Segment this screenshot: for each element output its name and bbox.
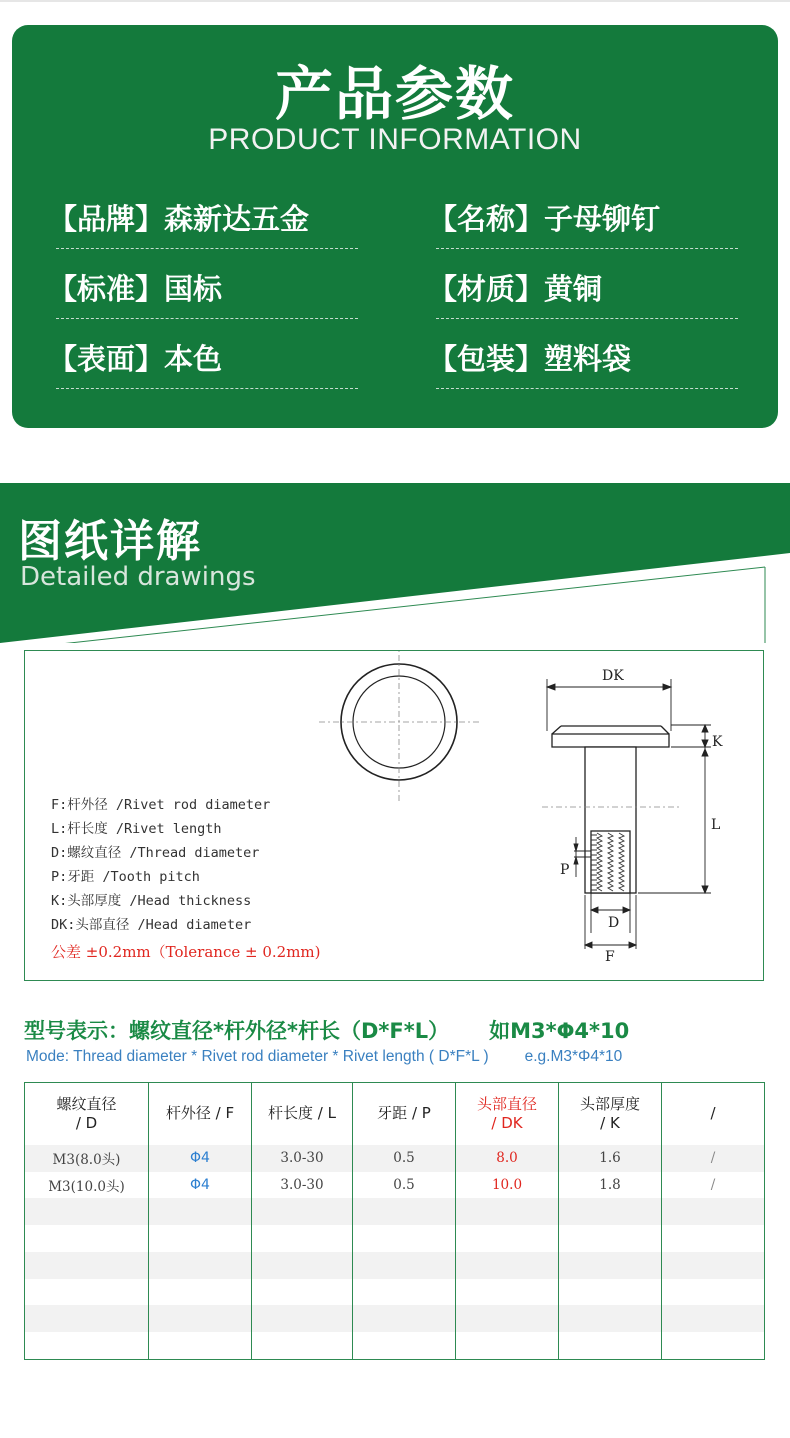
- product-info-card: [12, 25, 778, 428]
- table-cell: 10.0: [456, 1172, 559, 1199]
- table-row: [25, 1172, 765, 1199]
- table-cell: 3.0-30: [252, 1172, 353, 1199]
- product-info-subtitle: PRODUCT INFORMATION: [208, 123, 582, 156]
- dashed-divider: [56, 248, 358, 249]
- column-header-pitch: 牙距 / P: [353, 1083, 456, 1145]
- table-row-empty: [25, 1305, 765, 1332]
- table-cell: 1.6: [559, 1145, 662, 1172]
- table-row-empty: [25, 1279, 765, 1306]
- info-item-label: 【品牌】森新达五金: [48, 202, 310, 236]
- info-item-label: 【包装】塑料袋: [428, 342, 632, 376]
- drawings-subtitle: Detailed drawings: [20, 562, 256, 592]
- dim-label-k: K: [712, 734, 723, 750]
- model-notation-subtitle: [26, 1048, 622, 1066]
- legend-item-k: K:头部厚度 /Head thickness: [51, 893, 252, 909]
- drawings-title: 图纸详解: [18, 516, 202, 567]
- legend-item-p: P:牙距 /Tooth pitch: [51, 869, 200, 885]
- table-row-empty: [25, 1332, 765, 1359]
- info-item-packaging: [428, 337, 738, 377]
- table-cell: Φ4: [149, 1145, 252, 1172]
- model-format-en: Mode: Thread diameter * Rivet rod diameter * Rivet length ( D*F*L ): [26, 1048, 489, 1065]
- dashed-divider: [436, 318, 738, 319]
- dim-label-f: F: [605, 949, 615, 965]
- top-divider: [0, 0, 790, 2]
- dashed-divider: [436, 248, 738, 249]
- info-item-label: 【表面】本色: [48, 342, 223, 376]
- table-row: [25, 1145, 765, 1172]
- column-header-rod-diameter: 杆外径 / F: [149, 1083, 252, 1145]
- legend-item-f: F:杆外径 /Rivet rod diameter: [51, 797, 271, 813]
- model-format: 型号表示：螺纹直径*杆外径*杆长（D*F*L）: [24, 1019, 450, 1043]
- info-item-material: [428, 267, 738, 307]
- table-cell: 3.0-30: [252, 1145, 353, 1172]
- table-cell: /: [662, 1145, 765, 1172]
- table-cell: 0.5: [353, 1172, 456, 1199]
- column-header-head-thickness: 头部厚度 / K: [559, 1083, 662, 1145]
- dashed-divider: [56, 318, 358, 319]
- column-header-thread-diameter: 螺纹直径 / D: [25, 1083, 149, 1145]
- table-row-empty: [25, 1252, 765, 1279]
- dim-label-l: L: [711, 817, 721, 833]
- legend-item-dk: DK:头部直径 /Head diameter: [51, 917, 252, 933]
- table-row-empty: [25, 1225, 765, 1252]
- table-cell: Φ4: [149, 1172, 252, 1199]
- dim-label-dk: DK: [602, 668, 624, 684]
- product-info-title: 产品参数: [274, 60, 515, 128]
- info-item-label: 【材质】黄铜: [428, 272, 603, 306]
- table-cell: 8.0: [456, 1145, 559, 1172]
- table-cell: M3(10.0头): [25, 1172, 149, 1199]
- drawing-legend: [51, 793, 321, 964]
- model-example: 如M3*Φ4*10: [489, 1019, 630, 1043]
- model-example-en: e.g.M3*Φ4*10: [524, 1048, 623, 1065]
- info-item-standard: [48, 267, 358, 307]
- dim-label-p: P: [560, 862, 570, 878]
- column-header-head-diameter: 头部直径 / DK: [456, 1083, 559, 1145]
- info-item-surface: [48, 337, 358, 377]
- info-item-label: 【名称】子母铆钉: [428, 202, 661, 236]
- model-notation-title: [24, 1015, 629, 1045]
- info-item-brand: [48, 197, 358, 237]
- column-header-blank: /: [662, 1083, 765, 1145]
- table-cell: M3(8.0头): [25, 1145, 149, 1172]
- table-cell: /: [662, 1172, 765, 1199]
- legend-item-d: D:螺纹直径 /Thread diameter: [51, 845, 260, 861]
- table-header-row: [25, 1083, 765, 1145]
- technical-drawing-box: [24, 650, 764, 981]
- spec-table: [24, 1082, 765, 1360]
- legend-item-l: L:杆长度 /Rivet length: [51, 821, 222, 837]
- info-item-label: 【标准】国标: [48, 272, 223, 306]
- table-row-empty: [25, 1198, 765, 1225]
- table-cell: 0.5: [353, 1145, 456, 1172]
- column-header-rod-length: 杆长度 / L: [252, 1083, 353, 1145]
- dim-label-d: D: [608, 915, 620, 931]
- dashed-divider: [56, 388, 358, 389]
- dashed-divider: [436, 388, 738, 389]
- info-item-name: [428, 197, 738, 237]
- tolerance-note: 公差 ±0.2mm（Tolerance ± 0.2mm): [51, 943, 321, 961]
- rivet-top-view: [319, 651, 481, 803]
- table-cell: 1.8: [559, 1172, 662, 1199]
